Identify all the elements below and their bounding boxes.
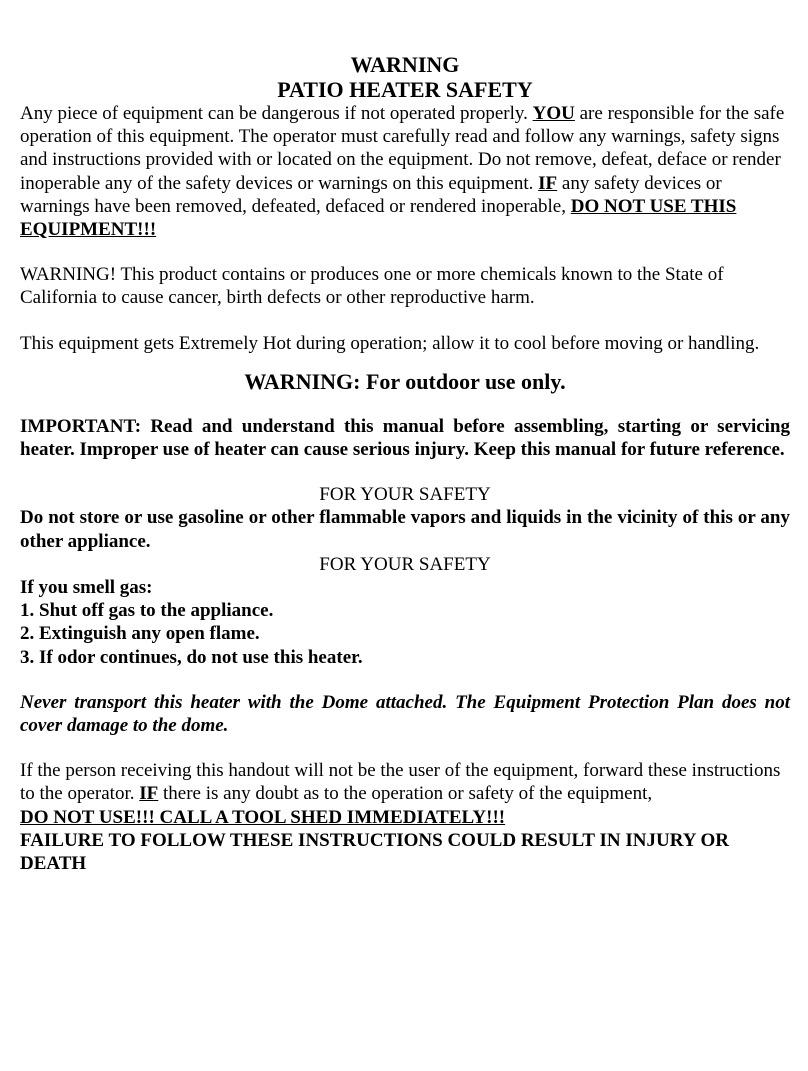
- safety-text-1: Do not store or use gasoline or other flammable vapors and liquids in the vicinity of this or any other appliance.: [20, 507, 790, 552]
- handout-call: DO NOT USE!!! CALL A TOOL SHED IMMEDIATELY!!!: [20, 806, 506, 828]
- handout-paragraph: [20, 759, 790, 829]
- gas-step-3: 3. If odor continues, do not use this heater.: [20, 646, 363, 668]
- handout-part2: there is any doubt as to the operation or safety of the equipment,: [158, 783, 653, 805]
- gas-step-1: 1. Shut off gas to the appliance.: [20, 600, 274, 622]
- dome-notice: Never transport this heater with the Dome attached. The Equipment Protection Plan does not cover damage to the dome.: [20, 691, 790, 737]
- important-notice: IMPORTANT: Read and understand this manual before assembling, starting or servicing heater. Improper use of heater can cause serious injury. Keep this manual for future reference.: [20, 415, 790, 461]
- intro-part3: any safety devices or warnings have been removed, defeated, defaced or rendered inoperable,: [20, 172, 722, 217]
- intro-part2: are responsible for the safe operation of this equipment. The operator must carefully read and follow any warnings, safety signs and instructions provided with or located on the equipment. Do not remove, defeat, deface or render inoperable any of the safety devices or warnings on this equipment.: [20, 103, 785, 194]
- intro-you: YOU: [532, 103, 575, 124]
- hot-notice: This equipment gets Extremely Hot during operation; allow it to cool before moving or handling.: [20, 332, 760, 354]
- prop65-warning: WARNING! This product contains or produces one or more chemicals known to the State of California to cause cancer, birth defects or other reproductive harm.: [20, 264, 724, 309]
- patio-heater-safety-title: PATIO HEATER SAFETY: [277, 77, 533, 102]
- outdoor-warning-heading: WARNING: For outdoor use only.: [244, 368, 566, 394]
- handout-part1: If the person receiving this handout will not be the user of the equipment, forward these instructions to the operator.: [20, 760, 781, 805]
- gas-smell-intro: If you smell gas:: [20, 577, 153, 599]
- handout-if: IF: [139, 783, 159, 805]
- intro-paragraph: [20, 102, 790, 241]
- warning-title: WARNING: [350, 52, 460, 77]
- safety-heading-2: FOR YOUR SAFETY: [319, 553, 491, 575]
- gas-step-2: 2. Extinguish any open flame.: [20, 623, 260, 645]
- safety-heading-1: FOR YOUR SAFETY: [319, 484, 491, 506]
- failure-warning: FAILURE TO FOLLOW THESE INSTRUCTIONS COULD RESULT IN INJURY OR DEATH: [20, 829, 730, 875]
- intro-do-not-use: DO NOT USE THIS EQUIPMENT!!!: [20, 195, 737, 241]
- intro-part1: Any piece of equipment can be dangerous if not operated properly.: [20, 103, 533, 124]
- intro-if: IF: [538, 172, 558, 194]
